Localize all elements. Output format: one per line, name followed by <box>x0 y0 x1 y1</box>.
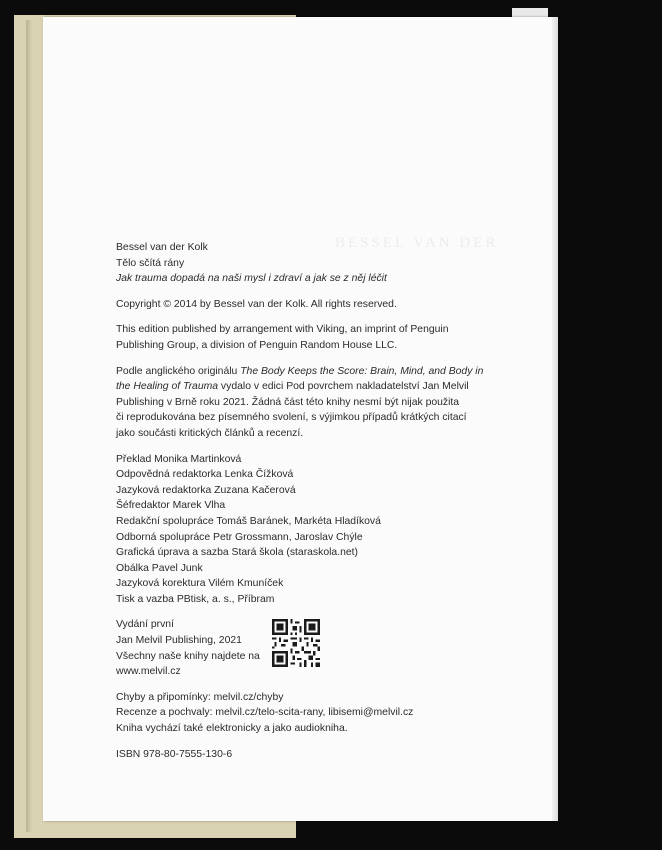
original-title-part2: the Healing of Trauma <box>116 381 219 393</box>
credit-line: Redakční spolupráce Tomáš Baránek, Markéta Hladíková <box>116 515 381 527</box>
original-title-part1: The Body Keeps the Score: Brain, Mind, and Body in <box>240 365 484 377</box>
format-note: Kniha vychází také elektronicky a jako audiokniha. <box>116 723 348 735</box>
credit-line: Šéfredaktor Marek Vlha <box>116 500 226 512</box>
website-intro: Všechny naše knihy najdete na <box>116 650 260 662</box>
review-contact: Recenze a pochvaly: melvil.cz/telo-scita-rany, libisemi@melvil.cz <box>116 707 414 719</box>
book-subtitle: Jak trauma dopadá na naši mysl i zdraví a jak se z něj léčit <box>116 273 387 285</box>
edition-number: Vydání první <box>116 619 174 631</box>
publication-info <box>116 617 446 679</box>
copyright-notice <box>116 297 446 313</box>
credits-list <box>116 452 446 608</box>
qr-code-icon <box>272 619 320 667</box>
website-url: www.melvil.cz <box>116 666 181 678</box>
contact-info <box>116 690 446 737</box>
book-identification <box>116 240 446 287</box>
credit-line: Odborná spolupráce Petr Grossmann, Jaroslav Chýle <box>116 531 363 543</box>
author-name: Bessel van der Kolk <box>116 242 208 253</box>
credit-line: Jazyková redaktorka Zuzana Kačerová <box>116 484 296 496</box>
publisher-year: Jan Melvil Publishing, 2021 <box>116 635 242 647</box>
original-intro: Podle anglického originálu <box>116 365 241 377</box>
errata-contact: Chyby a připomínky: melvil.cz/chyby <box>116 691 284 703</box>
original-edition-notice <box>116 364 484 442</box>
edition-line: This edition published by arrangement with Viking, an imprint of Penguin <box>116 324 449 336</box>
page-edge <box>552 17 558 821</box>
copyright-line: Copyright © 2014 by Bessel van der Kolk. All rights reserved. <box>116 298 397 310</box>
cover-spine-shadow <box>26 20 32 832</box>
rights-line: či reprodukována bez písemného svolení, s výjimkou případů krátkých citací <box>116 412 467 424</box>
credit-line: Odpovědná redaktorka Lenka Čížková <box>116 469 294 481</box>
book-title: Tělo sčítá rány <box>116 257 185 269</box>
credit-line: Grafická úprava a sazba Stará škola (staraskola.net) <box>116 547 358 559</box>
original-publisher: vydalo v edici Pod povrchem nakladatelství Jan Melvil <box>218 381 469 393</box>
isbn-number: ISBN 978-80-7555-130-6 <box>116 748 233 760</box>
rights-line: jako součásti kritických článků a recenzí. <box>116 427 304 439</box>
credit-line: Tisk a vazba PBtisk, a. s., Příbram <box>116 593 275 605</box>
isbn-block <box>116 747 446 763</box>
show-through-title: BESSEL VAN DER <box>335 235 499 251</box>
edition-line: Publishing Group, a division of Penguin Random House LLC. <box>116 339 398 351</box>
edition-notice <box>116 322 449 353</box>
rights-line: Publishing v Brně roku 2021. Žádná část této knihy nesmí být nijak použita <box>116 396 460 408</box>
credit-line: Obálka Pavel Junk <box>116 562 203 574</box>
credit-line: Překlad Monika Martinková <box>116 453 242 465</box>
imprint-text <box>116 240 484 772</box>
credit-line: Jazyková korektura Vilém Kmuníček <box>116 578 284 590</box>
